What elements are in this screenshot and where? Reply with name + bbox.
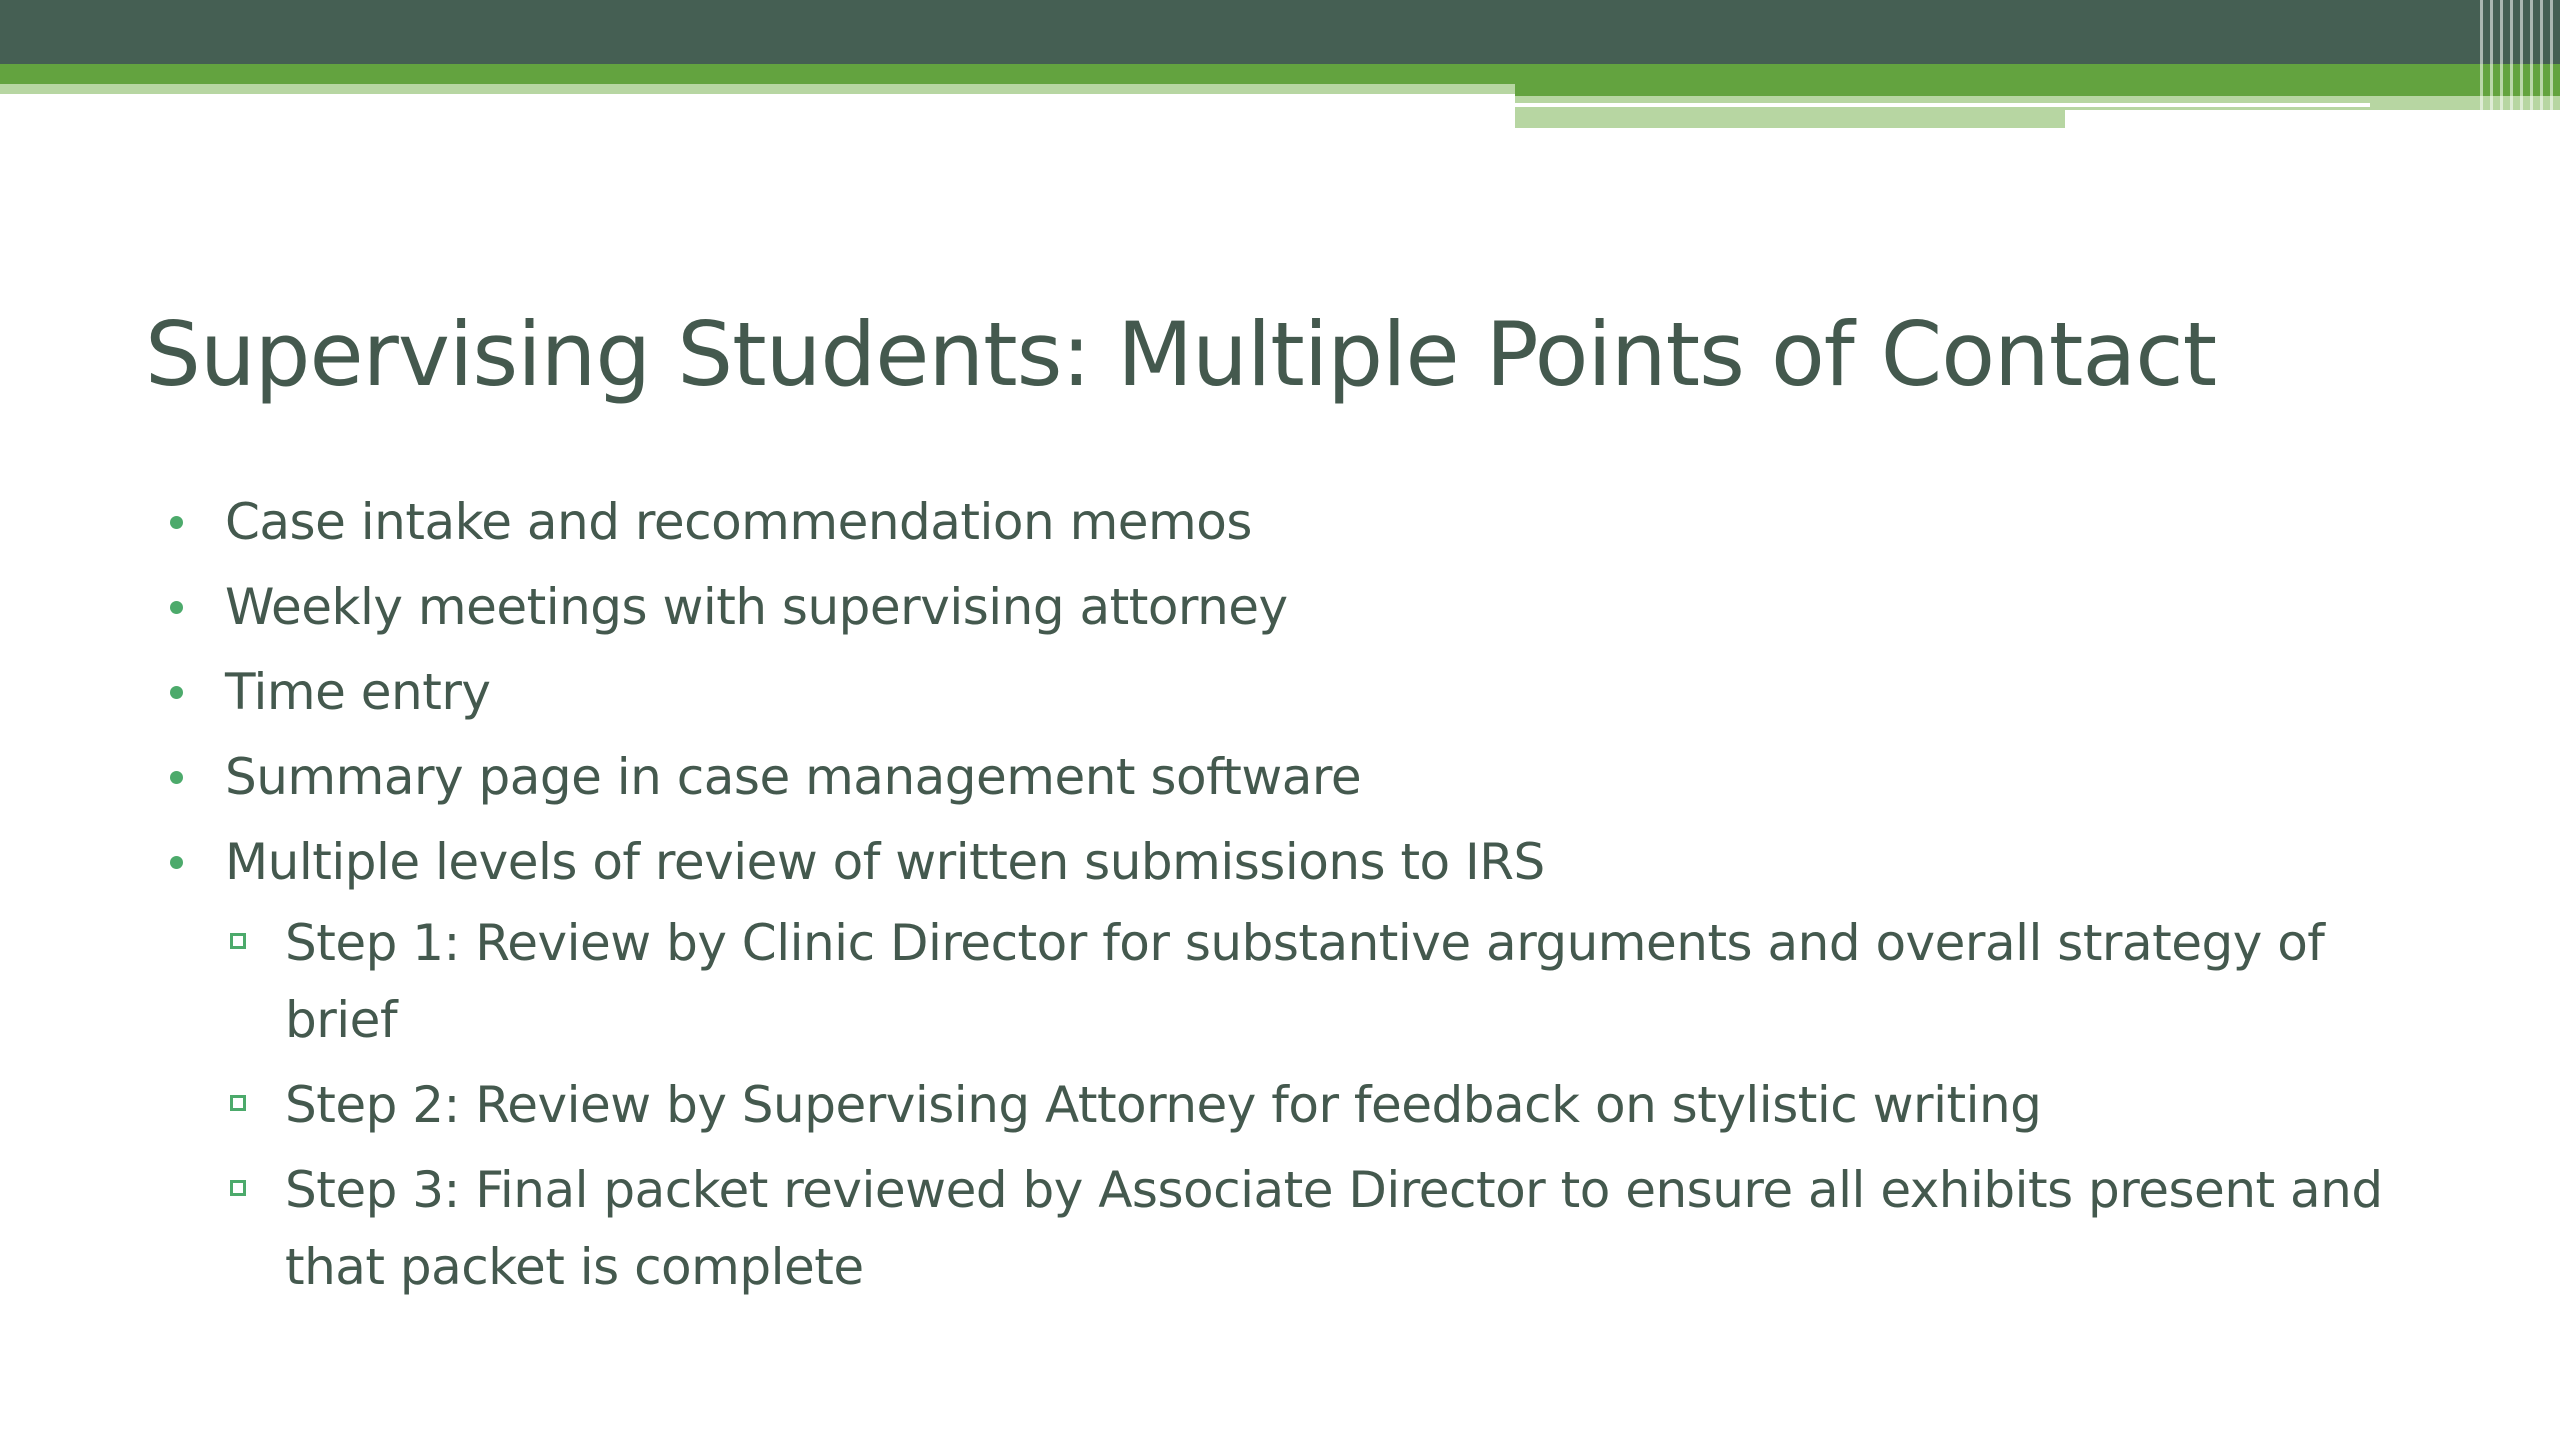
bullet-text: Time entry <box>225 663 491 721</box>
sub-bullet-list <box>170 905 2430 1306</box>
bullet-item <box>170 480 2430 565</box>
dot-bullet-icon <box>170 771 183 784</box>
sub-bullet-text: Step 1: Review by Clinic Director for substantive arguments and overall strategy of brief <box>285 914 2325 1049</box>
dot-bullet-icon <box>170 516 183 529</box>
slide-title: Supervising Students: Multiple Points of Contact <box>145 303 2217 406</box>
square-bullet-icon <box>230 933 246 949</box>
square-bullet-icon <box>230 1180 246 1196</box>
bullet-item <box>170 820 2430 905</box>
header-light-step <box>1515 110 2065 128</box>
sub-bullet-text: Step 2: Review by Supervising Attorney for feedback on stylistic writing <box>285 1076 2042 1134</box>
sub-bullet-item <box>230 1152 2430 1306</box>
sub-bullet-text: Step 3: Final packet reviewed by Associate Director to ensure all exhibits present and that packet is complete <box>285 1161 2383 1296</box>
bullet-list <box>170 480 2430 1314</box>
square-bullet-icon <box>230 1095 246 1111</box>
header-green-band-right <box>1515 84 2560 96</box>
bullet-item <box>170 565 2430 650</box>
sub-bullet-group <box>170 905 2430 1306</box>
sub-bullet-item <box>230 905 2430 1059</box>
bullet-text: Summary page in case management software <box>225 748 1362 806</box>
header-dark-band <box>0 0 2560 64</box>
dot-bullet-icon <box>170 856 183 869</box>
dot-bullet-icon <box>170 686 183 699</box>
bullet-text: Multiple levels of review of written submissions to IRS <box>225 833 1545 891</box>
header-white-line <box>1515 103 2370 107</box>
sub-bullet-item <box>230 1067 2430 1144</box>
bullet-item <box>170 650 2430 735</box>
bullet-item <box>170 735 2430 820</box>
header-light-band-left <box>0 84 1515 94</box>
header-stripes <box>2480 0 2560 130</box>
header-green-band <box>0 64 2560 84</box>
dot-bullet-icon <box>170 601 183 614</box>
bullet-text: Weekly meetings with supervising attorney <box>225 578 1288 636</box>
bullet-text: Case intake and recommendation memos <box>225 493 1252 551</box>
